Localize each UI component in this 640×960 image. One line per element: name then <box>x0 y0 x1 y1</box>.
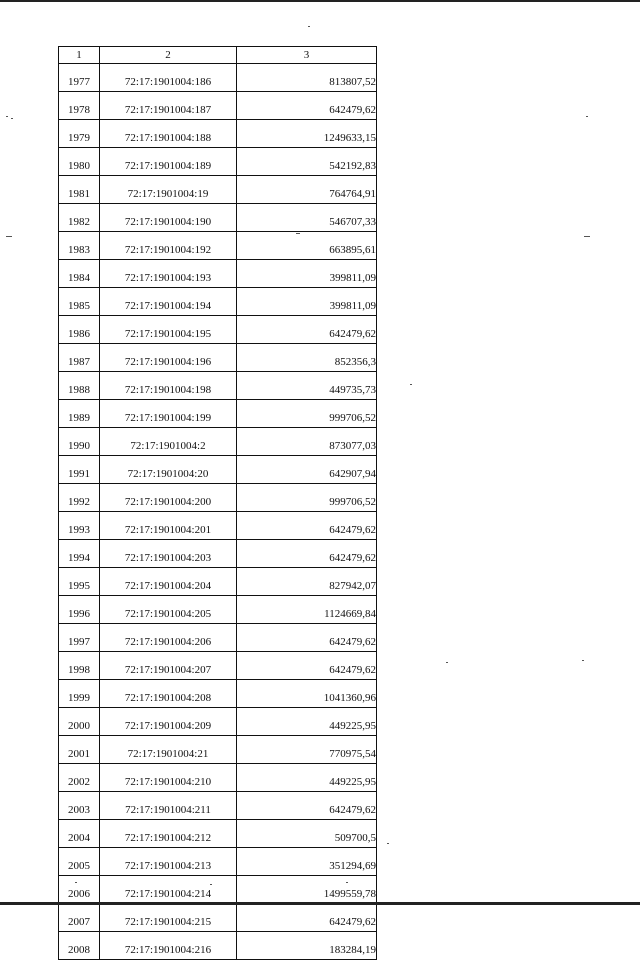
row-number-cell: 1990 <box>59 428 100 456</box>
value-cell: 542192,83 <box>237 148 377 176</box>
table-row <box>59 624 377 652</box>
row-number-cell: 2008 <box>59 932 100 960</box>
table-row <box>59 568 377 596</box>
value-cell: 999706,52 <box>237 400 377 428</box>
value-cell: 449735,73 <box>237 372 377 400</box>
header-row <box>59 47 377 64</box>
scan-speck <box>75 882 77 883</box>
row-number-cell: 1980 <box>59 148 100 176</box>
row-number-cell: 1977 <box>59 64 100 92</box>
row-number-cell: 1994 <box>59 540 100 568</box>
table-row <box>59 848 377 876</box>
row-number-cell: 1989 <box>59 400 100 428</box>
cadastral-number-cell: 72:17:1901004:192 <box>100 232 237 260</box>
value-cell: 873077,03 <box>237 428 377 456</box>
row-number-cell: 1986 <box>59 316 100 344</box>
row-number-cell: 1982 <box>59 204 100 232</box>
table-row <box>59 820 377 848</box>
table-row <box>59 372 377 400</box>
page-top-edge <box>0 0 640 2</box>
table-row <box>59 736 377 764</box>
value-cell: 642479,62 <box>237 540 377 568</box>
cadastral-number-cell: 72:17:1901004:214 <box>100 876 237 904</box>
cadastral-number-cell: 72:17:1901004:196 <box>100 344 237 372</box>
table-row <box>59 876 377 904</box>
row-number-cell: 1997 <box>59 624 100 652</box>
scan-speck <box>11 118 13 119</box>
registry-table <box>58 46 377 960</box>
value-cell: 509700,5 <box>237 820 377 848</box>
table-row <box>59 540 377 568</box>
table-row <box>59 596 377 624</box>
cadastral-number-cell: 72:17:1901004:206 <box>100 624 237 652</box>
table-row <box>59 400 377 428</box>
cadastral-number-cell: 72:17:1901004:205 <box>100 596 237 624</box>
value-cell: 852356,3 <box>237 344 377 372</box>
row-number-cell: 1993 <box>59 512 100 540</box>
value-cell: 813807,52 <box>237 64 377 92</box>
row-number-cell: 2004 <box>59 820 100 848</box>
scan-speck <box>296 233 300 234</box>
cadastral-number-cell: 72:17:1901004:215 <box>100 904 237 932</box>
table-row <box>59 148 377 176</box>
scan-speck <box>584 236 590 237</box>
row-number-cell: 2003 <box>59 792 100 820</box>
row-number-cell: 1999 <box>59 680 100 708</box>
value-cell: 546707,33 <box>237 204 377 232</box>
value-cell: 1124669,84 <box>237 596 377 624</box>
row-number-cell: 1995 <box>59 568 100 596</box>
value-cell: 642479,62 <box>237 904 377 932</box>
value-cell: 642479,62 <box>237 512 377 540</box>
scan-speck <box>210 884 212 885</box>
table-row <box>59 792 377 820</box>
cadastral-number-cell: 72:17:1901004:210 <box>100 764 237 792</box>
table-row <box>59 904 377 932</box>
table-row <box>59 120 377 148</box>
value-cell: 399811,09 <box>237 260 377 288</box>
cadastral-number-cell: 72:17:1901004:207 <box>100 652 237 680</box>
row-number-cell: 2007 <box>59 904 100 932</box>
row-number-cell: 1985 <box>59 288 100 316</box>
row-number-cell: 2005 <box>59 848 100 876</box>
table-row <box>59 708 377 736</box>
header-col-2: 2 <box>100 47 237 64</box>
cadastral-number-cell: 72:17:1901004:216 <box>100 932 237 960</box>
cadastral-number-cell: 72:17:1901004:211 <box>100 792 237 820</box>
cadastral-number-cell: 72:17:1901004:199 <box>100 400 237 428</box>
table-row <box>59 456 377 484</box>
row-number-cell: 1981 <box>59 176 100 204</box>
value-cell: 642479,62 <box>237 792 377 820</box>
row-number-cell: 2006 <box>59 876 100 904</box>
cadastral-number-cell: 72:17:1901004:201 <box>100 512 237 540</box>
value-cell: 642479,62 <box>237 92 377 120</box>
scan-speck <box>446 662 448 663</box>
scan-speck <box>586 116 588 117</box>
table-row <box>59 764 377 792</box>
cadastral-number-cell: 72:17:1901004:190 <box>100 204 237 232</box>
value-cell: 449225,95 <box>237 764 377 792</box>
value-cell: 399811,09 <box>237 288 377 316</box>
value-cell: 764764,91 <box>237 176 377 204</box>
cadastral-number-cell: 72:17:1901004:186 <box>100 64 237 92</box>
table-row <box>59 64 377 92</box>
table-row <box>59 428 377 456</box>
value-cell: 1249633,15 <box>237 120 377 148</box>
table-row <box>59 484 377 512</box>
cadastral-number-cell: 72:17:1901004:2 <box>100 428 237 456</box>
cadastral-number-cell: 72:17:1901004:194 <box>100 288 237 316</box>
cadastral-number-cell: 72:17:1901004:212 <box>100 820 237 848</box>
cadastral-number-cell: 72:17:1901004:204 <box>100 568 237 596</box>
cadastral-number-cell: 72:17:1901004:19 <box>100 176 237 204</box>
table-row <box>59 176 377 204</box>
row-number-cell: 1984 <box>59 260 100 288</box>
value-cell: 183284,19 <box>237 932 377 960</box>
value-cell: 642479,62 <box>237 624 377 652</box>
cadastral-number-cell: 72:17:1901004:188 <box>100 120 237 148</box>
scan-speck <box>346 882 348 883</box>
row-number-cell: 1983 <box>59 232 100 260</box>
row-number-cell: 1991 <box>59 456 100 484</box>
table-row <box>59 204 377 232</box>
value-cell: 642479,62 <box>237 316 377 344</box>
value-cell: 1499559,78 <box>237 876 377 904</box>
cadastral-number-cell: 72:17:1901004:203 <box>100 540 237 568</box>
cadastral-number-cell: 72:17:1901004:208 <box>100 680 237 708</box>
row-number-cell: 1987 <box>59 344 100 372</box>
table-row <box>59 512 377 540</box>
cadastral-number-cell: 72:17:1901004:209 <box>100 708 237 736</box>
row-number-cell: 1992 <box>59 484 100 512</box>
value-cell: 642907,94 <box>237 456 377 484</box>
cadastral-number-cell: 72:17:1901004:195 <box>100 316 237 344</box>
table-row <box>59 92 377 120</box>
row-number-cell: 1979 <box>59 120 100 148</box>
value-cell: 999706,52 <box>237 484 377 512</box>
header-col-3: 3 <box>237 47 377 64</box>
value-cell: 770975,54 <box>237 736 377 764</box>
scan-speck <box>6 236 12 237</box>
row-number-cell: 2001 <box>59 736 100 764</box>
row-number-cell: 1978 <box>59 92 100 120</box>
row-number-cell: 1988 <box>59 372 100 400</box>
table-row <box>59 652 377 680</box>
table-row <box>59 260 377 288</box>
table-row <box>59 288 377 316</box>
value-cell: 449225,95 <box>237 708 377 736</box>
cadastral-number-cell: 72:17:1901004:198 <box>100 372 237 400</box>
scan-speck <box>410 384 412 385</box>
cadastral-number-cell: 72:17:1901004:20 <box>100 456 237 484</box>
value-cell: 1041360,96 <box>237 680 377 708</box>
table-row <box>59 316 377 344</box>
cadastral-number-cell: 72:17:1901004:187 <box>100 92 237 120</box>
value-cell: 351294,69 <box>237 848 377 876</box>
scan-speck <box>582 660 584 661</box>
scan-speck <box>387 843 389 844</box>
value-cell: 663895,61 <box>237 232 377 260</box>
row-number-cell: 1996 <box>59 596 100 624</box>
value-cell: 827942,07 <box>237 568 377 596</box>
table-row <box>59 680 377 708</box>
scan-speck <box>6 116 8 117</box>
cadastral-number-cell: 72:17:1901004:189 <box>100 148 237 176</box>
header-col-1: 1 <box>59 47 100 64</box>
table-row <box>59 344 377 372</box>
cadastral-number-cell: 72:17:1901004:200 <box>100 484 237 512</box>
cadastral-number-cell: 72:17:1901004:213 <box>100 848 237 876</box>
cadastral-number-cell: 72:17:1901004:21 <box>100 736 237 764</box>
row-number-cell: 2000 <box>59 708 100 736</box>
cadastral-number-cell: 72:17:1901004:193 <box>100 260 237 288</box>
row-number-cell: 1998 <box>59 652 100 680</box>
row-number-cell: 2002 <box>59 764 100 792</box>
table-row <box>59 232 377 260</box>
value-cell: 642479,62 <box>237 652 377 680</box>
table-body <box>59 64 377 960</box>
scan-speck <box>308 26 310 27</box>
table-row <box>59 932 377 960</box>
